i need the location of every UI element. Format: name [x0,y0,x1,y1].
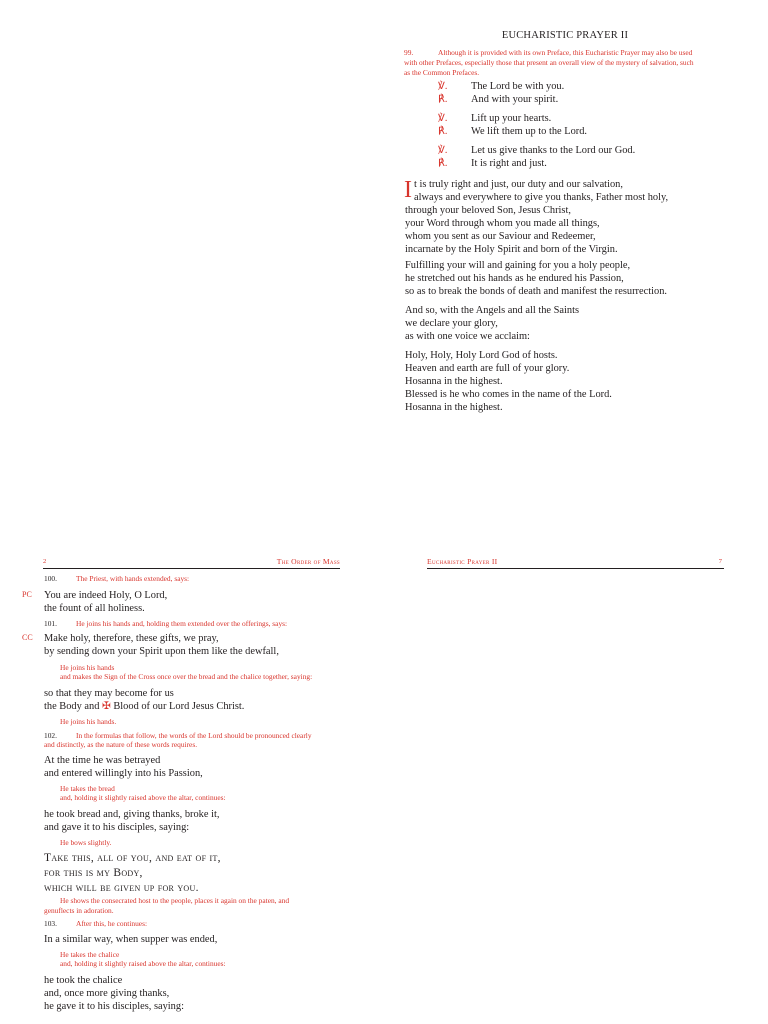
rubric-line: as the Common Prefaces. [404,68,480,77]
preface-line: your Word through whom you made all things, [405,218,600,229]
rubric-line: He takes the bread [60,784,115,793]
prayer-line: In a similar way, when supper was ended, [44,934,218,945]
preface-line: as with one voice we acclaim: [405,331,530,342]
preface-line: so as to break the bonds of death and manifest the resurrection. [405,286,667,297]
rubric-number: 103. [44,919,57,928]
preface-line: always and everywhere to give you thanks, Father most holy, [414,192,669,203]
prayer-text: Blood of our Lord Jesus Christ. [113,701,245,712]
sign-of-cross-icon: ✠ [102,701,111,712]
rubric-line: He joins his hands and, holding them extended over the offerings, says: [76,619,288,628]
dialogue-line: The Lord be with you. [471,81,565,92]
sanctus-line: Hosanna in the highest. [405,402,503,413]
prayer-text: the Body and [44,701,100,712]
page-number: 7 [718,558,722,565]
prayer-line: so that they may become for us [44,688,174,699]
rubric-line: The Priest, with hands extended, says: [76,574,190,583]
prayer-line: At the time he was betrayed [44,755,161,766]
header-rule [427,568,724,569]
drop-cap: I [404,177,412,203]
preface-line: And so, with the Angels and all the Saints [405,305,580,316]
rubric-line: After this, he continues: [76,919,148,928]
prayer-line: and gave it to his disciples, saying: [44,822,190,833]
preface-line: he stretched out his hands as he endured his Passion, [405,273,624,284]
sanctus-line: Hosanna in the highest. [405,376,503,387]
prayer-line: and entered willingly into his Passion, [44,768,203,779]
prayer-line: by sending down your Spirit upon them like the dewfall, [44,646,279,657]
prayer-line: he gave it to his disciples, saying: [44,1001,184,1012]
rubric-line: Although it is provided with its own Preface, this Eucharistic Prayer may also be used [438,48,693,57]
rubric-line: In the formulas that follow, the words of the Lord should be pronounced clearly [76,731,312,740]
rubric-number: 100. [44,574,57,583]
rubric-line: and, holding it slightly raised above the altar, continues: [60,793,226,802]
running-head: The Order of Mass [276,557,340,566]
words-of-institution: Take this, all of you, and eat of it, [44,852,221,864]
versicle-icon: ℣. [438,81,448,92]
dialogue-line: And with your spirit. [471,94,559,105]
rubric-line: He takes the chalice [60,950,120,959]
dialogue-line: It is right and just. [471,158,547,169]
rubric-line: and makes the Sign of the Cross once over the bread and the chalice together, saying: [60,672,313,681]
prayer-line [44,700,244,713]
priest-celebrant-tag: PC [22,590,32,599]
rubric-line: He bows slightly. [60,838,112,847]
prayer-line: he took the chalice [44,975,123,986]
preface-line: incarnate by the Holy Spirit and born of the Virgin. [405,244,618,255]
rubric-line: He shows the consecrated host to the people, places it again on the paten, and [60,896,290,905]
words-of-institution: which will be given up for you. [44,882,199,894]
preface-line: t is truly right and just, our duty and our salvation, [414,179,623,190]
rubric-line: He joins his hands. [60,717,117,726]
prayer-line: Make holy, therefore, these gifts, we pray, [44,633,219,644]
page-title: EUCHARISTIC PRAYER II [501,30,629,41]
versicle-icon: ℣. [438,113,448,124]
rubric-number: 101. [44,619,57,628]
dialogue-line: We lift them up to the Lord. [471,126,588,137]
dialogue-line: Lift up your hearts. [471,113,552,124]
prayer-line: You are indeed Holy, O Lord, [44,590,168,601]
rubric-line: and, holding it slightly raised above the altar, continues: [60,959,226,968]
prayer-line: and, once more giving thanks, [44,988,170,999]
rubric-number: 102. [44,731,57,740]
response-icon: ℟. [438,158,448,169]
words-of-institution: for this is my Body, [44,867,143,879]
rubric-number: 99. [404,48,414,57]
page-number: 2 [43,558,47,565]
preface-line: Fulfilling your will and gaining for you a holy people, [405,260,631,271]
rubric-line: genuflects in adoration. [44,906,114,915]
rubric-line: and distinctly, as the nature of these words requires. [44,740,198,749]
rubric-line: He joins his hands [60,663,115,672]
preface-line: through your beloved Son, Jesus Christ, [405,205,571,216]
rubric-line: with other Prefaces, especially those that present an overall view of the mystery of salvation, such [404,58,694,67]
prayer-line: he took bread and, giving thanks, broke it, [44,809,220,820]
response-icon: ℟. [438,126,448,137]
running-head: Eucharistic Prayer II [427,557,498,566]
response-icon: ℟. [438,94,448,105]
sanctus-line: Holy, Holy, Holy Lord God of hosts. [405,350,558,361]
header-rule [43,568,340,569]
prayer-line: the fount of all holiness. [44,603,145,614]
preface-line: whom you sent as our Saviour and Redeemer, [405,231,596,242]
versicle-icon: ℣. [438,145,448,156]
concelebrants-tag: CC [22,633,33,642]
preface-line: we declare your glory, [405,318,498,329]
dialogue-line: Let us give thanks to the Lord our God. [471,145,636,156]
sanctus-line: Blessed is he who comes in the name of the Lord. [405,389,612,400]
sanctus-line: Heaven and earth are full of your glory. [405,363,570,374]
